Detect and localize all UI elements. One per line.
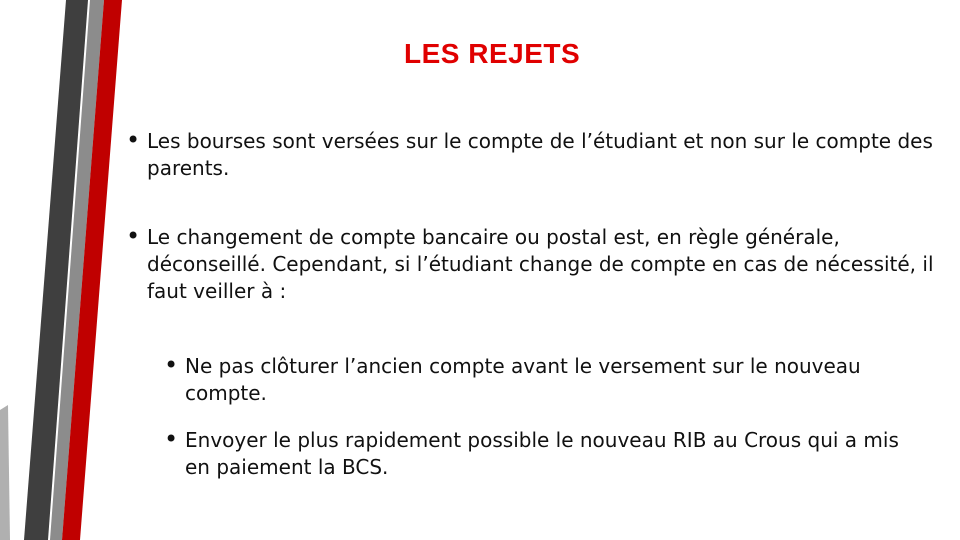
- bullet-item: [126, 222, 947, 305]
- bullet-item: [126, 126, 947, 182]
- sub-bullet-text: Envoyer le plus rapidement possible le nouveau RIB au Crous qui a mis en paiement la BCS.: [185, 428, 899, 479]
- bullet-marker: •: [126, 126, 141, 154]
- decorative-side-band: [0, 0, 130, 540]
- bullet-marker: •: [164, 351, 179, 379]
- sub-bullet-item: [164, 425, 925, 481]
- sub-bullet-item: [164, 351, 905, 407]
- bullet-marker: •: [164, 425, 179, 453]
- bullet-marker: •: [126, 222, 141, 250]
- bullet-text: Les bourses sont versées sur le compte de l’étudiant et non sur le compte des parents.: [147, 129, 933, 180]
- side-band-light-stripe: [0, 405, 10, 540]
- sub-bullet-text: Ne pas clôturer l’ancien compte avant le versement sur le nouveau compte.: [185, 354, 861, 405]
- slide-title: LES REJETS: [404, 38, 581, 69]
- bullet-text: Le changement de compte bancaire ou postal est, en règle générale, déconseillé. Cependant, si l’étudiant change de compte en cas de nécessité, il faut veiller à :: [147, 225, 934, 303]
